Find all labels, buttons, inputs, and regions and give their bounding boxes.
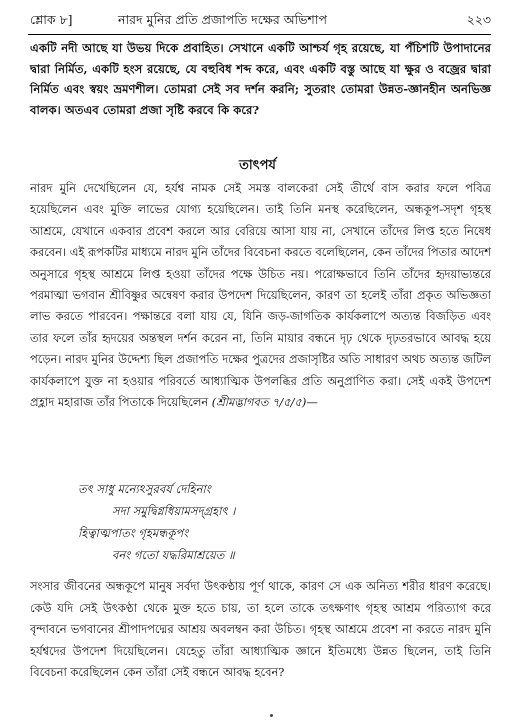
closing-body [30,576,491,684]
verse-number: শ্লোক ৮] [30,12,73,27]
translation-text: একটি নদী আছে যা উভয় দিকে প্রবাহিত। সেখানে একটি আশ্চর্য গৃহ রয়েছে, যা পঁচিশটি উপাদানের দ্বারা নির্মিত, একটি হংস রয়েছে, যে বহুবিধ শব্দ করে, এবং একটি বস্তু আছে যা ক্ষুর ও বজ্রের দ্বারা নির্মিত এবং স্বয়ং ভ্রমণশীল। তোমরা সেই সব দর্শন করনি; সুতরাং তোমরা উন্নত-জ্ঞানহীন অনভিজ্ঞ বালক। অতএব তোমরা প্রজা সৃষ্টি করবে কি করে? [30,41,491,117]
running-header [30,8,491,32]
verse-line-2: সদা সমুদ্বিগ্নধিয়ামসদ্গ্রহাৎ । [112,504,236,518]
purport-paragraph [30,178,491,413]
purport-dash: — [306,395,318,410]
closing-paragraph: সংসার জীবনের অন্ধকূপে মানুষ সর্বদা উৎকণ্ঠায় পূর্ণ থাকে, কারণ সে এক অনিত্য শরীর ধারণ করেছে। কেউ যদি সেই উৎকণ্ঠা থেকে মুক্ত হতে চায়, তা হলে তাকে তৎক্ষণাৎ গৃহস্থ আশ্রম পরিত্যাগ করে বৃন্দাবনে ভগবানের শ্রীপাদপদ্মের আশ্রয় অবলম্বন করা উচিত। গৃহস্থ আশ্রমে প্রবেশ না করতে নারদ মুনি হর্যশ্বদের উপদেশ দিয়েছিলেন। যেহেতু তাঁরা আধ্যাত্মিক জ্ঞানে ইতিমধ্যে উন্নত ছিলেন, তাই তিনি বিবেচনা করেছিলেন কেন তাঁরা সেই বন্ধনে আবদ্ধ হবেন? [30,579,491,680]
purport-text: নারদ মুনি দেখেছিলেন যে, হর্যশ্ব নামক সেই সমস্ত বালকেরা সেই তীর্থে বাস করার ফলে পবিত্র হয়েছিলেন এবং মুক্তি লাভের যোগ্য হয়েছিলেন। তাই তিনি মনস্থ করেছিলেন, অন্ধকূপ-সদৃশ গৃহস্থ আশ্রমে, যেখানে একবার প্রবেশ করলে আর বেরিয়ে আসা যায় না, সেখানে তাঁদের লিপ্ত হতে নিষেধ করবেন। এই রূপকটির মাধ্যমে নারদ মুনি তাঁদের বিবেচনা করতে বলেছিলেন, কেন তাঁদের পিতার আদেশ অনুসারে গৃহস্থ আশ্রমে লিপ্ত হওয়া তাঁদের পক্ষে উচিত নয়। পরোক্ষভাবে তিনি তাঁদের হৃদয়াভ্যন্তরে পরমাত্মা ভগবান শ্রীবিষ্ণুর অন্বেষণ করার উপদেশ দিয়েছিলেন, কারণ তা হলেই তাঁরা প্রকৃত অভিজ্ঞতা লাভ করতে পারবেন। পক্ষান্তরে বলা যায় যে, যিনি জড়-জাগতিক কার্যকলাপে অত্যন্ত বিজড়িত এবং তার ফলে তাঁর হৃদয়ের অন্তস্থল দর্শন করেন না, তিনি মায়ার বন্ধনে দৃঢ় থেকে দৃঢ়তরভাবে আবদ্ধ হয়ে পড়েন। নারদ মুনির উদ্দেশ্য ছিল প্রজাপতি দক্ষের পুত্রদের প্রজাসৃষ্টির অতি সাধারণ অথচ অত্যন্ত জটিল কার্যকলাপে যুক্ত না হওয়ার পরিবর্তে আধ্যাত্মিক উপলব্ধির প্রতি অনুপ্রাণিত করা। সেই একই উপদেশ প্রহ্লাদ মহারাজ তাঁর পিতাকে দিয়েছিলেন [30,181,491,410]
verse-line-3: হিত্বাত্মপাতং গৃহমন্ধকূপং [78,526,189,540]
print-speck [270,714,273,717]
sanskrit-verse [0,478,515,566]
header-rule [28,34,491,35]
verse-line-1: তৎ সাধু মন্যেঽসুরবর্য দেহিনাং [78,482,211,496]
scripture-reference: (শ্রীমদ্ভাগবত ৭/৫/৫) [211,395,307,410]
purport-heading: তাৎপর্য [239,158,276,173]
verse-translation [30,38,491,120]
verse-line-4: বনং গতো যদ্ধরিমাশ্রয়েত ॥ [112,548,235,562]
purport-body [30,178,491,413]
page-number: ২২৩ [466,12,491,27]
chapter-title: নারদ মুনির প্রতি প্রজাপতি দক্ষের অভিশাপ [118,12,327,27]
